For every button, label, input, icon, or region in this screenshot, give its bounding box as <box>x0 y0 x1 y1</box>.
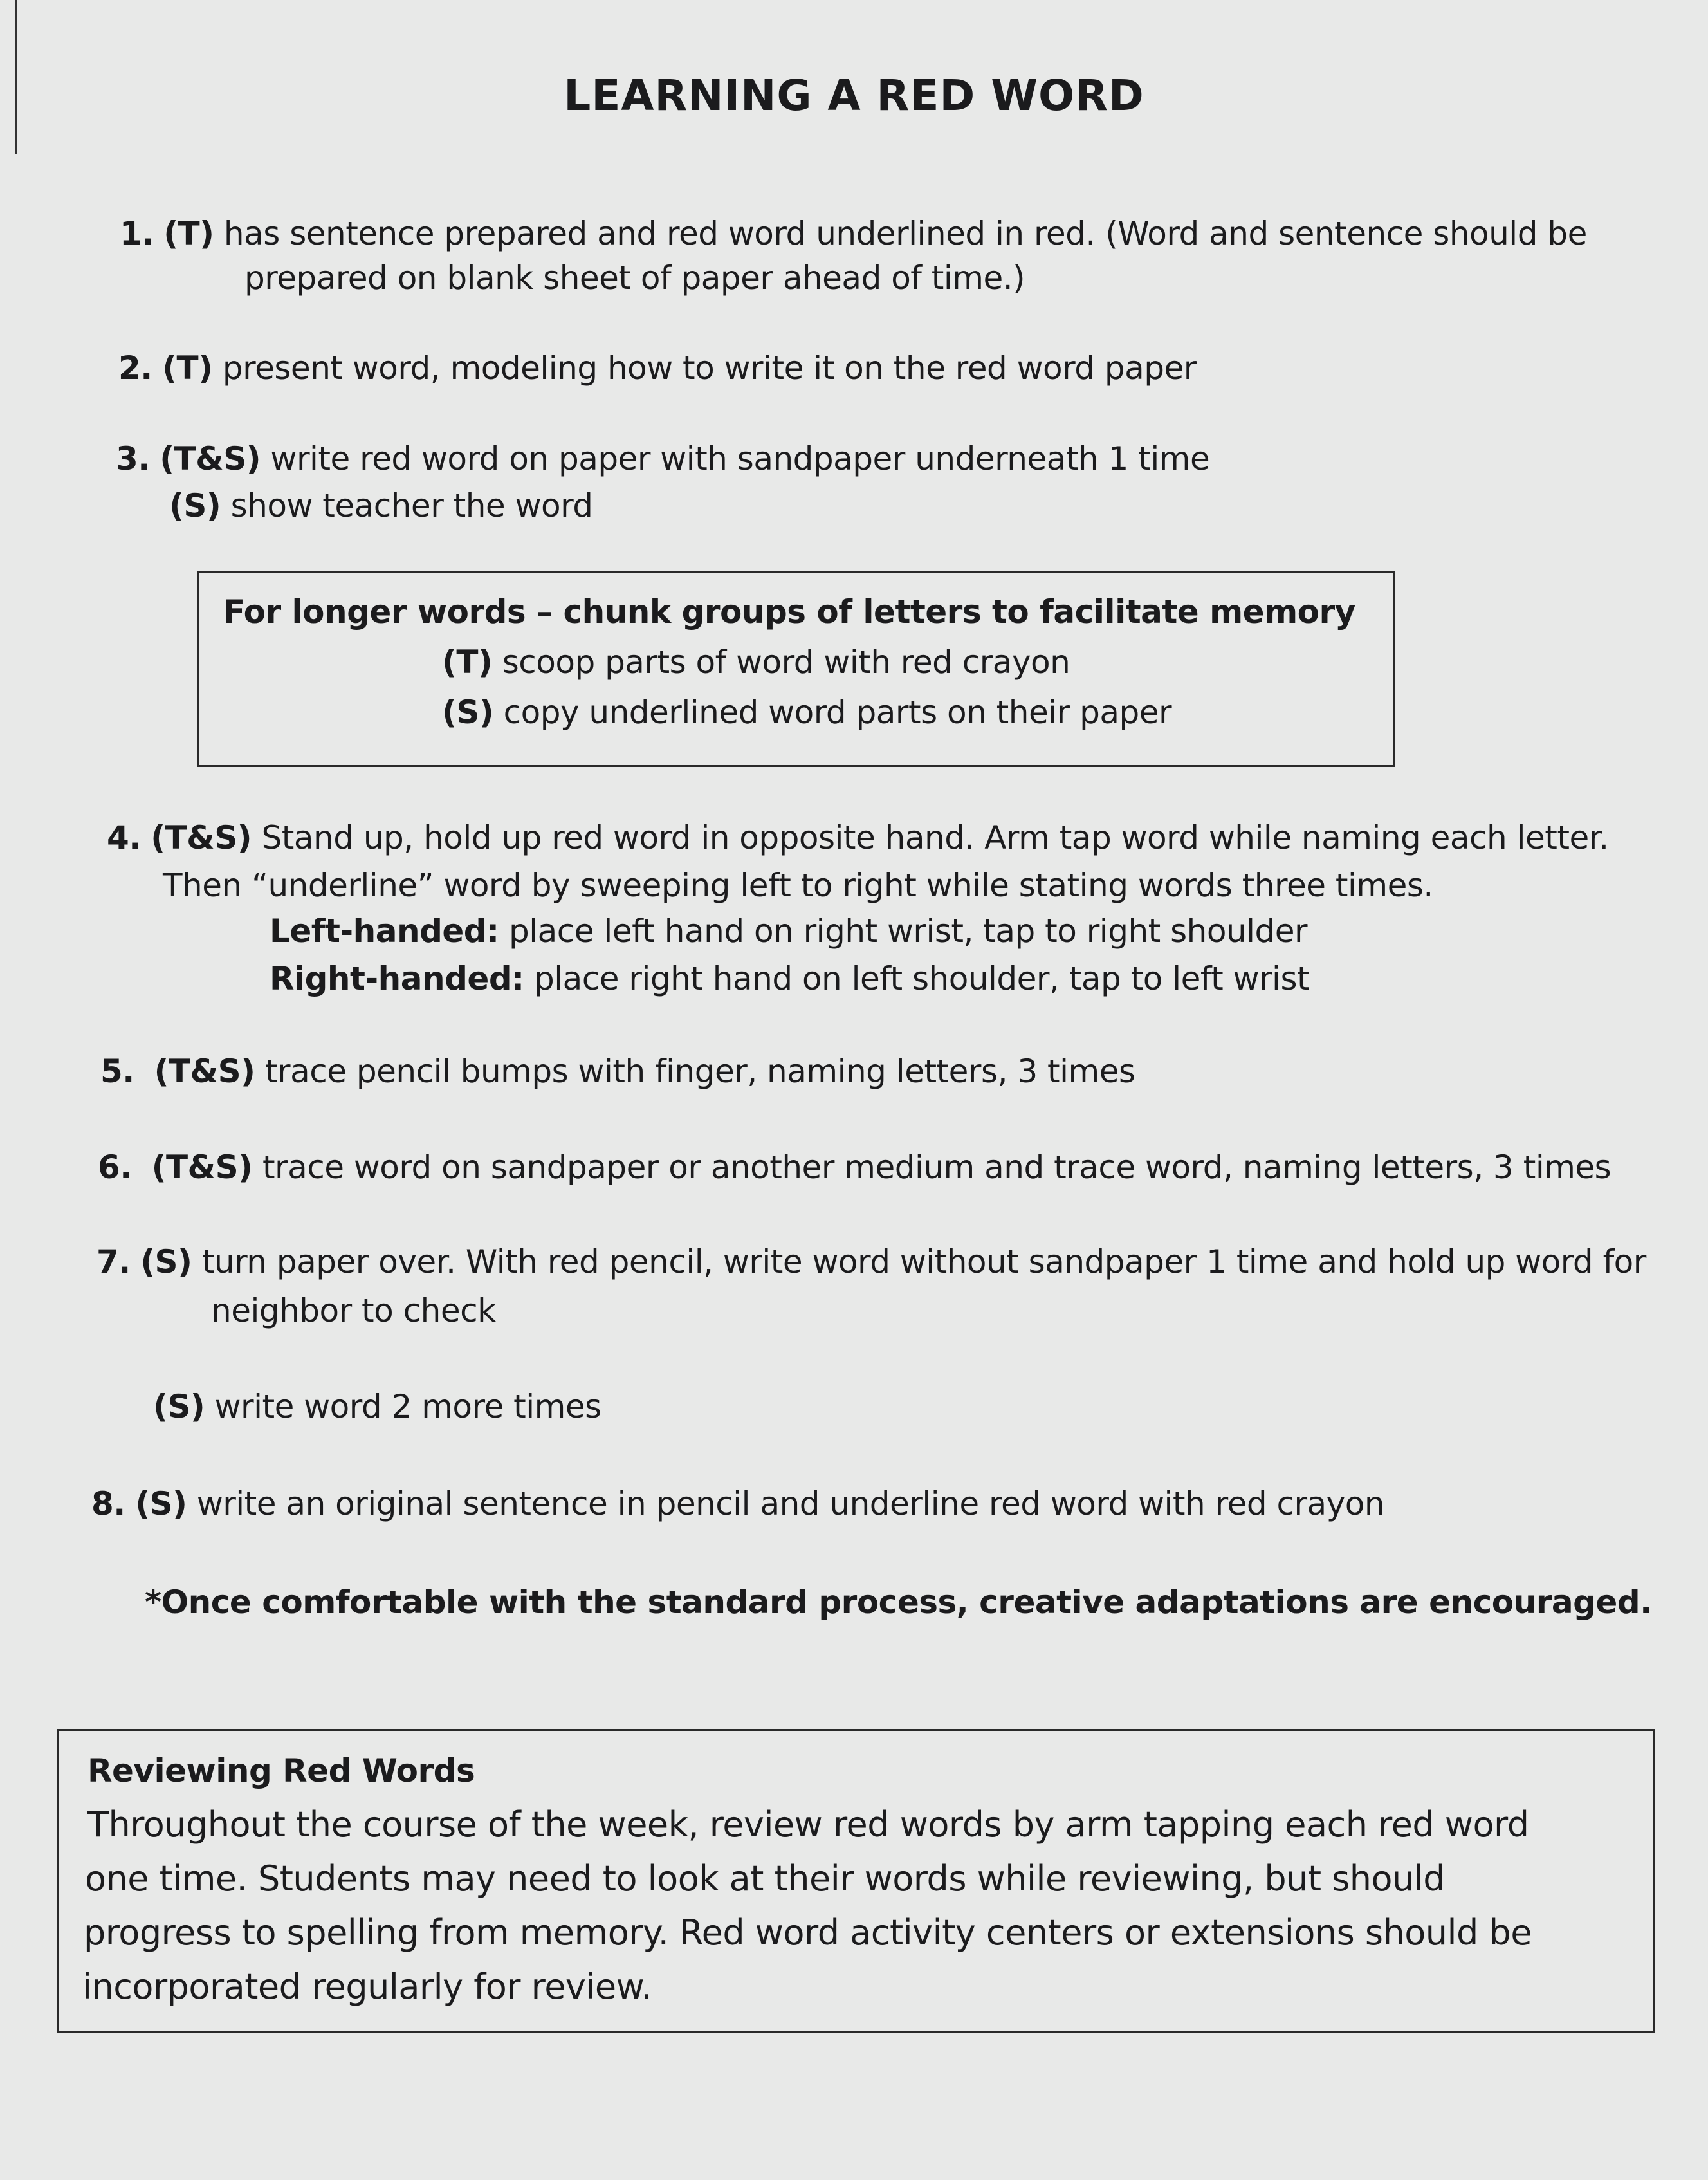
step-5 <box>100 1051 1135 1092</box>
step-text: trace pencil bumps with finger, naming letters, 3 times <box>264 1053 1135 1090</box>
chunk-line-1 <box>442 642 1070 683</box>
step-text: show teacher the word <box>230 487 593 524</box>
review-line: incorporated regularly for review. <box>82 1966 652 2007</box>
step-text: write red word on paper with sandpaper underneath 1 time <box>270 440 1210 477</box>
left-handed-instruction <box>270 910 1307 952</box>
step-role: (S) <box>442 694 494 731</box>
step-role: (T&S) <box>154 1053 255 1090</box>
step-6 <box>98 1147 1611 1188</box>
step-number: 2. <box>118 349 152 387</box>
step-2 <box>118 347 1197 389</box>
step-7 <box>96 1241 1646 1282</box>
review-line: one time. Students may need to look at their words while reviewing, but should <box>85 1858 1446 1899</box>
step-7-line-2: neighbor to check <box>211 1292 496 1329</box>
step-role: (S) <box>169 487 221 524</box>
step-number: 3. <box>116 440 150 477</box>
step-1 <box>120 213 1587 254</box>
step-number: 5. <box>100 1053 134 1090</box>
step-1-line-2: prepared on blank sheet of paper ahead of time.) <box>244 259 1025 297</box>
step-text: write an original sentence in pencil and underline red word with red crayon <box>196 1485 1385 1522</box>
page-title: LEARNING A RED WORD <box>564 71 1144 120</box>
step-role: (T&S) <box>151 819 252 856</box>
step-text: Stand up, hold up red word in opposite hand. Arm tap word while naming each letter. <box>261 819 1609 856</box>
chunk-text: copy underlined word parts on their paper <box>503 694 1172 731</box>
review-box <box>57 1729 1655 2033</box>
step-4 <box>107 817 1609 858</box>
step-number: 4. <box>107 819 141 856</box>
chunk-line-2 <box>442 692 1171 733</box>
step-text: has sentence prepared and red word underlined in red. (Word and sentence should be <box>223 215 1587 252</box>
step-text: trace word on sandpaper or another medium and trace word, naming letters, 3 times <box>262 1149 1612 1186</box>
adaptation-note: *Once comfortable with the standard process, creative adaptations are encouraged. <box>145 1584 1652 1621</box>
step-number: 6. <box>98 1149 132 1186</box>
step-text: turn paper over. With red pencil, write word without sandpaper 1 time and hold up word for <box>201 1243 1646 1280</box>
review-heading: Reviewing Red Words <box>87 1752 475 1789</box>
step-text: write word 2 more times <box>214 1388 601 1425</box>
step-number: 1. <box>120 215 154 252</box>
right-handed-instruction <box>270 958 1309 999</box>
label: Right-handed: <box>270 960 524 997</box>
review-line: Throughout the course of the week, review red words by arm tapping each red word <box>87 1804 1529 1845</box>
step-role: (T&S) <box>151 1149 253 1186</box>
step-7-sub <box>153 1386 601 1427</box>
label: Left-handed: <box>270 912 499 950</box>
step-3-sub <box>169 485 593 526</box>
step-4-line-2: Then “underline” word by sweeping left to right while stating words three times. <box>163 867 1433 904</box>
text: place right hand on left shoulder, tap to left wrist <box>534 960 1310 997</box>
text: place left hand on right wrist, tap to right shoulder <box>509 912 1308 950</box>
review-line: progress to spelling from memory. Red word activity centers or extensions should be <box>84 1912 1532 1953</box>
chunk-box <box>197 571 1395 767</box>
step-role: (T) <box>162 349 213 387</box>
step-8 <box>91 1483 1384 1524</box>
step-role: (T&S) <box>160 440 261 477</box>
step-number: 7. <box>96 1243 131 1280</box>
step-role: (T) <box>163 215 214 252</box>
chunk-text: scoop parts of word with red crayon <box>502 643 1070 681</box>
step-3 <box>116 438 1209 479</box>
chunk-heading: For longer words – chunk groups of letters to facilitate memory <box>223 593 1355 631</box>
step-role: (T) <box>442 643 493 681</box>
step-text: present word, modeling how to write it on the red word paper <box>222 349 1197 387</box>
step-role: (S) <box>140 1243 192 1280</box>
step-number: 8. <box>91 1485 125 1522</box>
step-role: (S) <box>153 1388 205 1425</box>
step-role: (S) <box>135 1485 187 1522</box>
